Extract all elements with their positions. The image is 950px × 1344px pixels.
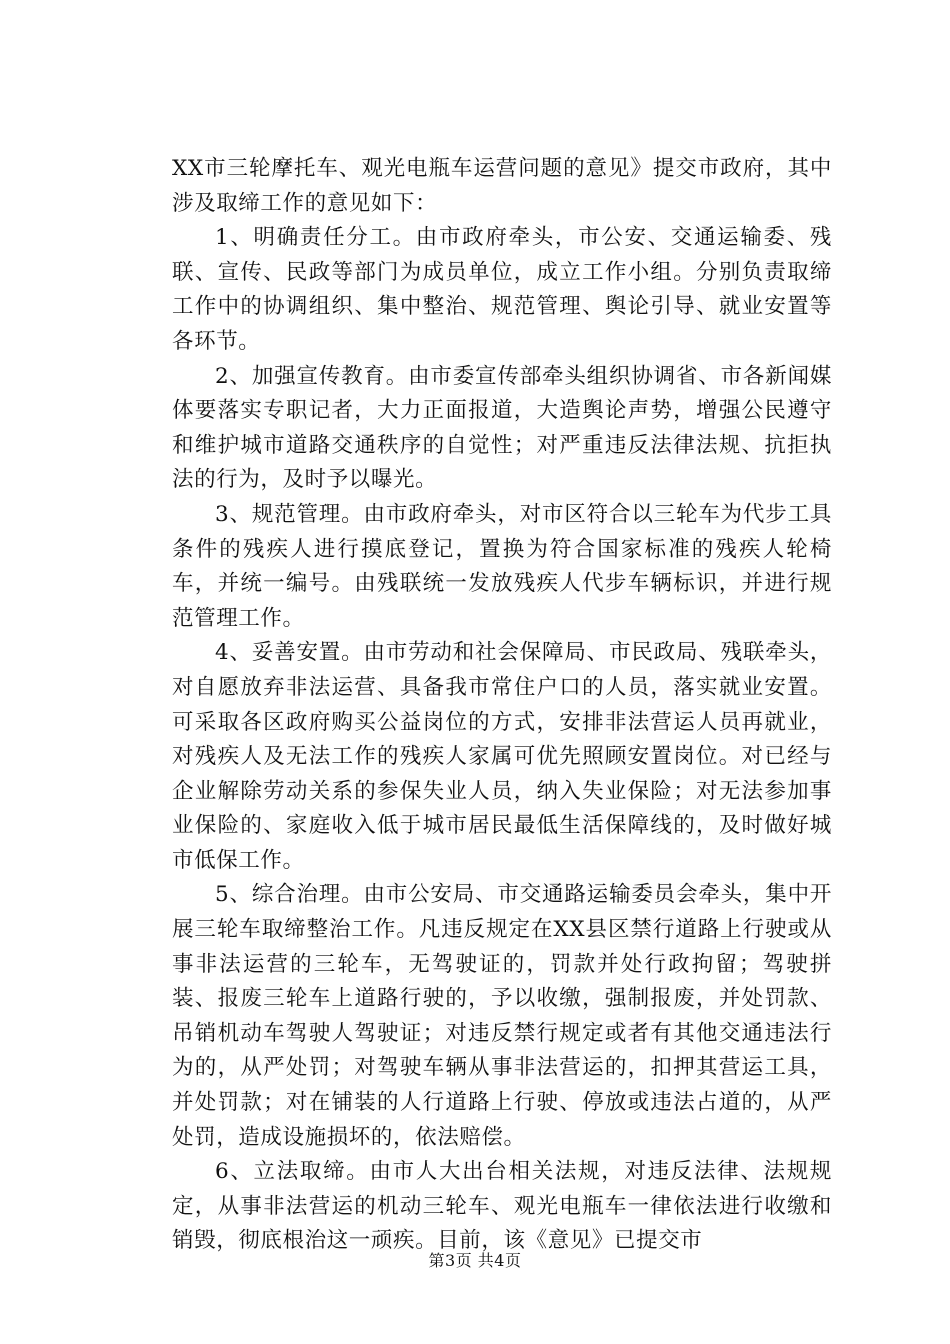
page-number-footer: 第3页 共4页 xyxy=(428,1251,522,1270)
document-body xyxy=(172,152,832,1259)
paragraph-item-6: 6、立法取缔。由市人大出台相关法规，对违反法律、法规规定，从事非法营运的机动三轮车、观光电瓶车一律依法进行收缴和销毁，彻底根治这一顽疾。目前，该《意见》已提交市 xyxy=(172,1159,832,1254)
paragraph-intro: XX市三轮摩托车、观光电瓶车运营问题的意见》提交市政府，其中涉及取缔工作的意见如下： xyxy=(172,156,832,216)
paragraph-item-1: 1、明确责任分工。由市政府牵头，市公安、交通运输委、残联、宣传、民政等部门为成员单位，成立工作小组。分别负责取缔工作中的协调组织、集中整治、规范管理、舆论引导、就业安置等各环节。 xyxy=(172,225,832,354)
paragraph-item-2: 2、加强宣传教育。由市委宣传部牵头组织协调省、市各新闻媒体要落实专职记者，大力正面报道，大造舆论声势，增强公民遵守和维护城市道路交通秩序的自觉性；对严重违反法律法规、抗拒执法的行为，及时予以曝光。 xyxy=(172,363,832,493)
paragraph-item-5: 5、综合治理。由市公安局、市交通路运输委员会牵头，集中开展三轮车取缔整治工作。凡违反规定在XX县区禁行道路上行驶或从事非法运营的三轮车，无驾驶证的，罚款并处行政拘留；驾驶拼装、报废三轮车上道路行驶的，予以收缴，强制报废，并处罚款、吊销机动车驾驶人驾驶证；对违反禁行规定或者有其他交通违法行为的，从严处罚；对驾驶车辆从事非法营运的，扣押其营运工具，并处罚款；对在铺装的人行道路上行驶、停放或违法占道的，从严处罚，造成设施损坏的，依法赔偿。 xyxy=(172,882,832,1150)
paragraph-item-3: 3、规范管理。由市政府牵头，对市区符合以三轮车为代步工具条件的残疾人进行摸底登记，置换为符合国家标准的残疾人轮椅车，并统一编号。由残联统一发放残疾人代步车辆标识，并进行规范管理工作。 xyxy=(172,501,832,631)
paragraph-item-4: 4、妥善安置。由市劳动和社会保障局、市民政局、残联牵头，对自愿放弃非法运营、具备我市常住户口的人员，落实就业安置。可采取各区政府购买公益岗位的方式，安排非法营运人员再就业，对残疾人及无法工作的残疾人家属可优先照顾安置岗位。对已经与企业解除劳动关系的参保失业人员，纳入失业保险；对无法参加事业保险的、家庭收入低于城市居民最低生活保障线的，及时做好城市低保工作。 xyxy=(172,640,832,873)
